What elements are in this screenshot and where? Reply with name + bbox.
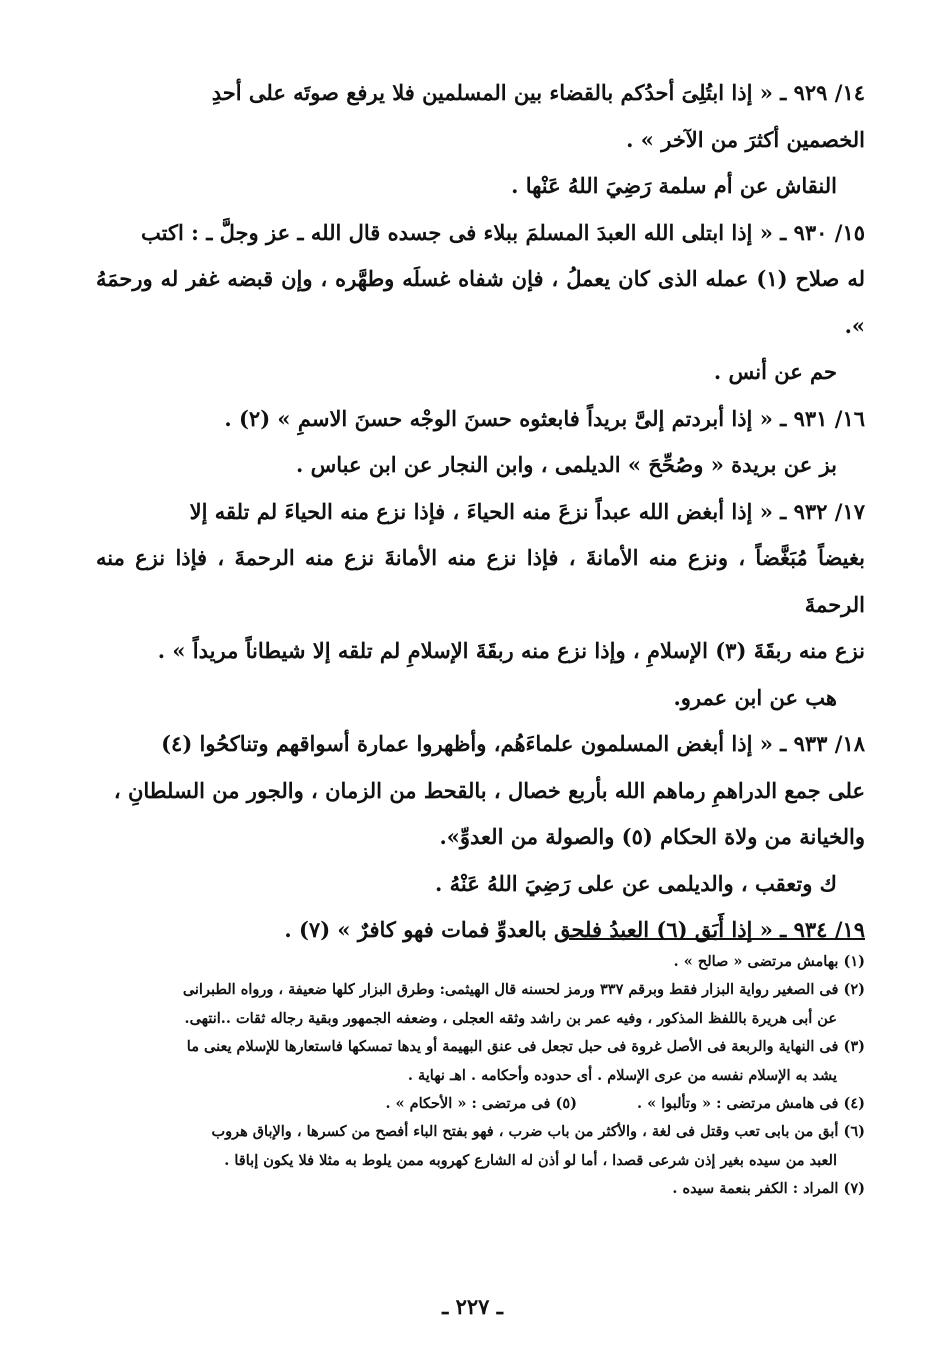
source-931: بز عن بريدة « وصُحِّحَ » الديلمى ، وابن النجار عن ابن عباس . [296, 452, 837, 477]
footnote-2: (٢) فى الصغير رواية البزار فقط وبرقم ٣٣٧ ورمز لحسنه قال الهيثمى: وطرق البزار كلها ضعيفة ، ورواه الطبرانى [182, 981, 865, 999]
source-930: حم عن أنس . [713, 359, 837, 384]
hadith-932-line-2: بغيضاً مُبَغَّضاً ، ونزع منه الأمانةَ ، فإذا نزع منه الأمانةَ نزع منه الرحمةَ ، فإذا نزع منه الرحمةَ [96, 545, 865, 617]
hadith-934-line-1: ١٩/ ٩٣٤ ـ « إذا أَبَق (٦) العبدُ فلحق بالعدوِّ فمات فهو كافرٌ » (٧) . [284, 917, 865, 942]
hadith-930-line-2: له صلاح (١) عمله الذى كان يعملُ ، فإن شفاه غسلَه وطهَّره ، وإن قبضه غفر له ورحمَهُ ». [96, 266, 865, 338]
main-text [96, 70, 865, 954]
source-932: هب عن ابن عمرو. [673, 684, 837, 710]
hadith-933-line-1: ١٨/ ٩٣٣ ـ « إذا أبغض المسلمون علماءَهُم، وأظهروا عمارة أسواقهم وتناكحُوا (٤) [161, 731, 865, 756]
source-933: ك وتعقب ، والديلمى عن على رَضِيَ اللهُ عَنْهُ . [435, 870, 837, 896]
footnote-4: (٤) فى هامش مرتضى : « وتألبوا » . [636, 1095, 865, 1113]
footnote-3-cont: يشد به الإسلام نفسه من عرى الإسلام . أى حدوده وأحكامه . اهـ نهاية . [407, 1066, 837, 1084]
hadith-932-line-1: ١٧/ ٩٣٢ ـ « إذا أبغض الله عبداً نزعَ منه الحياءَ ، فإذا نزع منه الحياءَ لم تلقه إلا [189, 498, 865, 524]
footnote-7: (٧) المراد : الكفر بنعمة سيده . [672, 1180, 865, 1198]
footnote-6-cont: العبد من سيده بغير إذن شرعى قصدا ، أما لو أذن له الشارع كهروبه ممن يلوط به مثلا فلا يكون إباقا . [224, 1151, 837, 1169]
footnote-6: (٦) أبق من بابى تعب وقتل فى لغة ، والأكثر من باب ضرب ، فهو بفتح الباء أفصح من كسرها ، والإباق هروب [211, 1123, 865, 1141]
footnote-2-cont: عن أبى هريرة باللفظ المذكور ، وفيه عمر بن راشد وثقه العجلى ، وضعفه الجمهور وبقية رجاله ثقات ..انتهى. [184, 1009, 837, 1027]
hadith-929-line-2: الخصمين أكثرَ من الآخر » . [626, 126, 865, 152]
hadith-933-line-2: على جمع الدراهمِ رماهم الله بأربع خصال ، بالقحط من الزمان ، والجور من السلطانِ ، [113, 777, 865, 803]
hadith-931-line-1: ١٦/ ٩٣١ ـ « إذا أبردتم إلىَّ بريداً فابعثوه حسنَ الوجْه حسنَ الاسمِ » (٢) . [224, 405, 865, 431]
footnote-3: (٣) فى النهاية والربعة فى الأصل غروة فى حبل تجعل فى عنق البهيمة أو يدها تمسكها فاستعارها للإسلام يعنى ما [186, 1038, 865, 1056]
footnote-5: (٥) فى مرتضى : « الأحكام » . [385, 1095, 577, 1113]
footnote-1: (١) بهامش مرتضى « صالح » . [673, 953, 865, 970]
footnote-separator [569, 938, 865, 940]
page-number: ـ ٢٢٧ ـ [442, 1294, 503, 1319]
footnotes [96, 948, 865, 1204]
hadith-932-line-3: نزع منه ربقَةَ (٣) الإسلامِ ، وإذا نزع منه ربقَةَ الإسلامِ لم تلقه إلا شيطاناً مريداً » . [157, 638, 865, 663]
source-929: النقاش عن أم سلمة رَضِيَ اللهُ عَنْها . [511, 173, 837, 198]
hadith-929-line-1: ١٤/ ٩٢٩ ـ « إذا ابتُلِىَ أحدُكم بالقضاء بين المسلمين فلا يرفع صوتَه على أحدِ [211, 80, 865, 105]
hadith-933-line-3: والخيانة من ولاة الحكام (٥) والصولة من العدوِّ». [439, 824, 865, 849]
hadith-930-line-1: ١٥/ ٩٣٠ ـ « إذا ابتلى الله العبدَ المسلمَ ببلاء فى جسده قال الله ـ عز وجلَّ ـ : اكتب [141, 219, 865, 245]
footnotes-4-5 [96, 1090, 865, 1118]
